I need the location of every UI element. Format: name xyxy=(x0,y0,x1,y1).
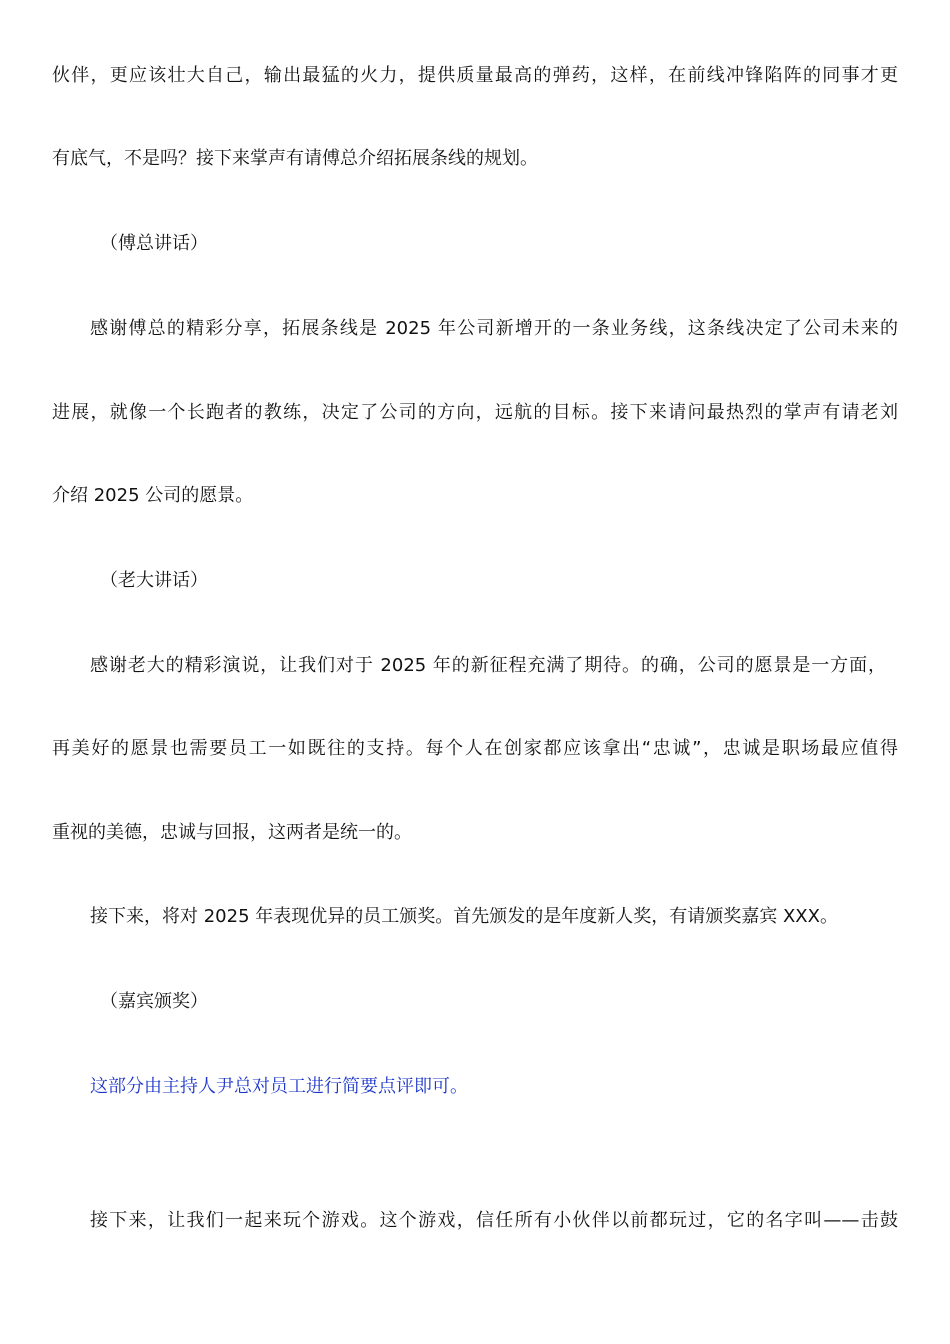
host-note: 这部分由主持人尹总对员工进行简要点评即可。 xyxy=(90,1076,468,1097)
paragraph-line: 感谢傅总的精彩分享，拓展条线是 2025 年公司新增开的一条业务线，这条线决定了公司未来的 xyxy=(90,318,898,339)
paragraph-line: 接下来，让我们一起来玩个游戏。这个游戏，信任所有小伙伴以前都玩过，它的名字叫——击鼓 xyxy=(90,1210,898,1231)
paragraph-line: 再美好的愿景也需要员工一如既往的支持。每个人在创家都应该拿出“忠诚”，忠诚是职场最应值得 xyxy=(52,738,898,759)
paragraph-line: 进展，就像一个长跑者的教练，决定了公司的方向，远航的目标。接下来请问最热烈的掌声有请老刘 xyxy=(52,402,898,423)
paragraph-line: 介绍 2025 公司的愿景。 xyxy=(52,485,254,506)
paragraph-line: 接下来，将对 2025 年表现优异的员工颁奖。首先颁发的是年度新人奖，有请颁奖嘉宾 XXX。 xyxy=(90,906,838,927)
paragraph-line: 感谢老大的精彩演说，让我们对于 2025 年的新征程充满了期待。的确，公司的愿景是一方面， xyxy=(90,655,886,676)
stage-direction: （老大讲话） xyxy=(100,570,208,591)
paragraph-line: 重视的美德，忠诚与回报，这两者是统一的。 xyxy=(52,822,412,843)
paragraph-line: 伙伴，更应该壮大自己，输出最猛的火力，提供质量最高的弹药，这样，在前线冲锋陷阵的同事才更 xyxy=(52,65,898,86)
stage-direction: （傅总讲话） xyxy=(100,233,208,254)
paragraph-line: 有底气，不是吗？接下来掌声有请傅总介绍拓展条线的规划。 xyxy=(52,148,538,169)
stage-direction: （嘉宾颁奖） xyxy=(100,991,208,1012)
